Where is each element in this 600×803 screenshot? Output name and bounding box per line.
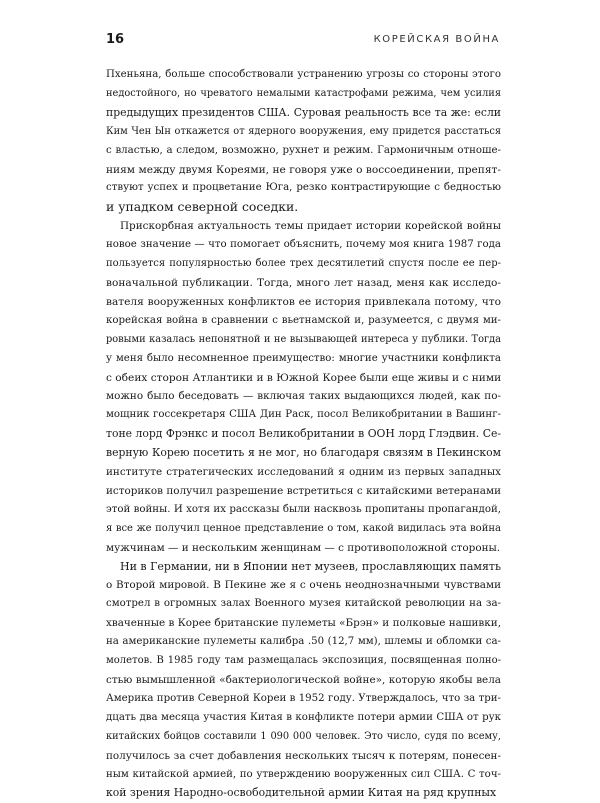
page-number: 16 (106, 32, 125, 47)
text-line: можно было беседовать — включая таких выдающихся людей, как по- (106, 390, 501, 403)
text-line: корейская война в сравнении с вьетнамской и, разумеется, с двумя ми- (106, 314, 501, 326)
text-line: молетов. В 1985 году там размещалась экспозиция, посвященная полно- (106, 655, 501, 667)
text-line: Пхеньяна, больше способствовали устранению угрозы со стороны этого (106, 69, 501, 80)
text-line: с обеих сторон Атлантики и в Южной Корее были еще живы и с ними (106, 371, 502, 384)
text-line: ровыми казалась непонятной и не вызывающей интереса у публики. Тогда (106, 333, 501, 345)
text-line: Ни в Германии, ни в Японии нет музеев, прославляющих память (120, 559, 501, 573)
text-line: Америка против Северной Кореи в 1952 году. Утверждалось, что за три- (106, 692, 501, 704)
text-line: и упадком северной соседки. (106, 199, 299, 215)
text-line: у меня было несомненное преимущество: многие участники конфликта (106, 352, 501, 364)
text-line: институте стратегических исследований я одним из первых западных (106, 466, 501, 479)
paragraph (106, 558, 501, 803)
text-line: недостойного, но чреватого немалыми катастрофами режима, чем усилия (106, 87, 501, 99)
text-line: этой войны. И хотя их рассказы были насквозь пропитаны пропагандой, (106, 503, 501, 515)
text-line: Прискорбная актуальность темы придает истории корейской войны (120, 220, 501, 233)
text-line: хваченные в Корее британские пулеметы «Брэн» и полковые нашивки, (106, 617, 501, 630)
text-line: я все же получил ценное представление о том, какой видилась эта война (106, 522, 501, 534)
page-header (106, 30, 500, 50)
text-line: смотрел в огромных залах Военного музея китайской революции на за- (106, 598, 501, 610)
text-line: с властью, а следом, возможно, рухнет и режим. Гармоничным отноше- (106, 144, 501, 156)
text-line: о Второй мировой. В Пекине же я с очень неоднозначными чувствами (106, 579, 501, 592)
text-line: воначальной публикации. Тогда, много лет назад, меня как исследо- (106, 276, 501, 289)
running-title: КОРЕЙСКАЯ ВОЙНА (373, 34, 500, 45)
text-line: Ким Чен Ын откажется от ядерного вооружения, ему придется расстаться (106, 125, 501, 137)
body-text (106, 66, 501, 803)
text-line: мощник госсекретаря США Дин Раск, посол Великобритании в Вашинг- (106, 409, 501, 421)
text-line: ниям между двумя Кореями, не говоря уже о воссоединении, препят- (106, 163, 501, 176)
text-line: вателя вооруженных конфликтов ее история привлекала потому, что (106, 295, 501, 308)
text-line: ствуют успех и процветание Юга, резко контрастирующие с бедностью (106, 182, 501, 194)
text-line: кой зрения Народно-освободительной армии Китая на ряд крупных (106, 786, 497, 800)
text-line: китайских бойцов составили 1 090 000 человек. Это число, судя по всему, (106, 730, 501, 742)
text-line: новое значение — что помогает объяснить, почему моя книга 1987 года (106, 239, 501, 251)
paragraph (106, 217, 501, 557)
text-line: историков получил разрешение встретиться с китайскими ветеранами (106, 484, 501, 497)
text-line: тоне лорд Фрэнкс и посол Великобритании в ООН лорд Глэдвин. Се- (106, 427, 501, 441)
text-line: предыдущих президентов США. Суровая реальность все та же: если (106, 105, 501, 119)
text-line: ным китайской армией, по утверждению вооруженных сил США. С точ- (106, 768, 501, 780)
paragraph (106, 66, 501, 217)
text-line: пользуется популярностью более трех десятилетий спустя после ее пер- (106, 258, 501, 270)
text-line: мужчинам — и нескольким женщинам — с противоположной стороны. (106, 541, 501, 554)
text-line: дцать два месяца участия Китая в конфликте потери армии США от рук (106, 711, 501, 723)
text-line: на американские пулеметы калибра .50 (12,7 мм), шлемы и обломки са- (106, 636, 501, 648)
text-line: верную Корею посетить я не мог, но благодаря связям в Пекинском (106, 446, 501, 460)
text-line: получилось за счет добавления нескольких тысяч к потерям, понесен- (106, 749, 501, 762)
text-line: стью вымышленной «бактериологической войне», которую якобы вела (106, 674, 501, 686)
